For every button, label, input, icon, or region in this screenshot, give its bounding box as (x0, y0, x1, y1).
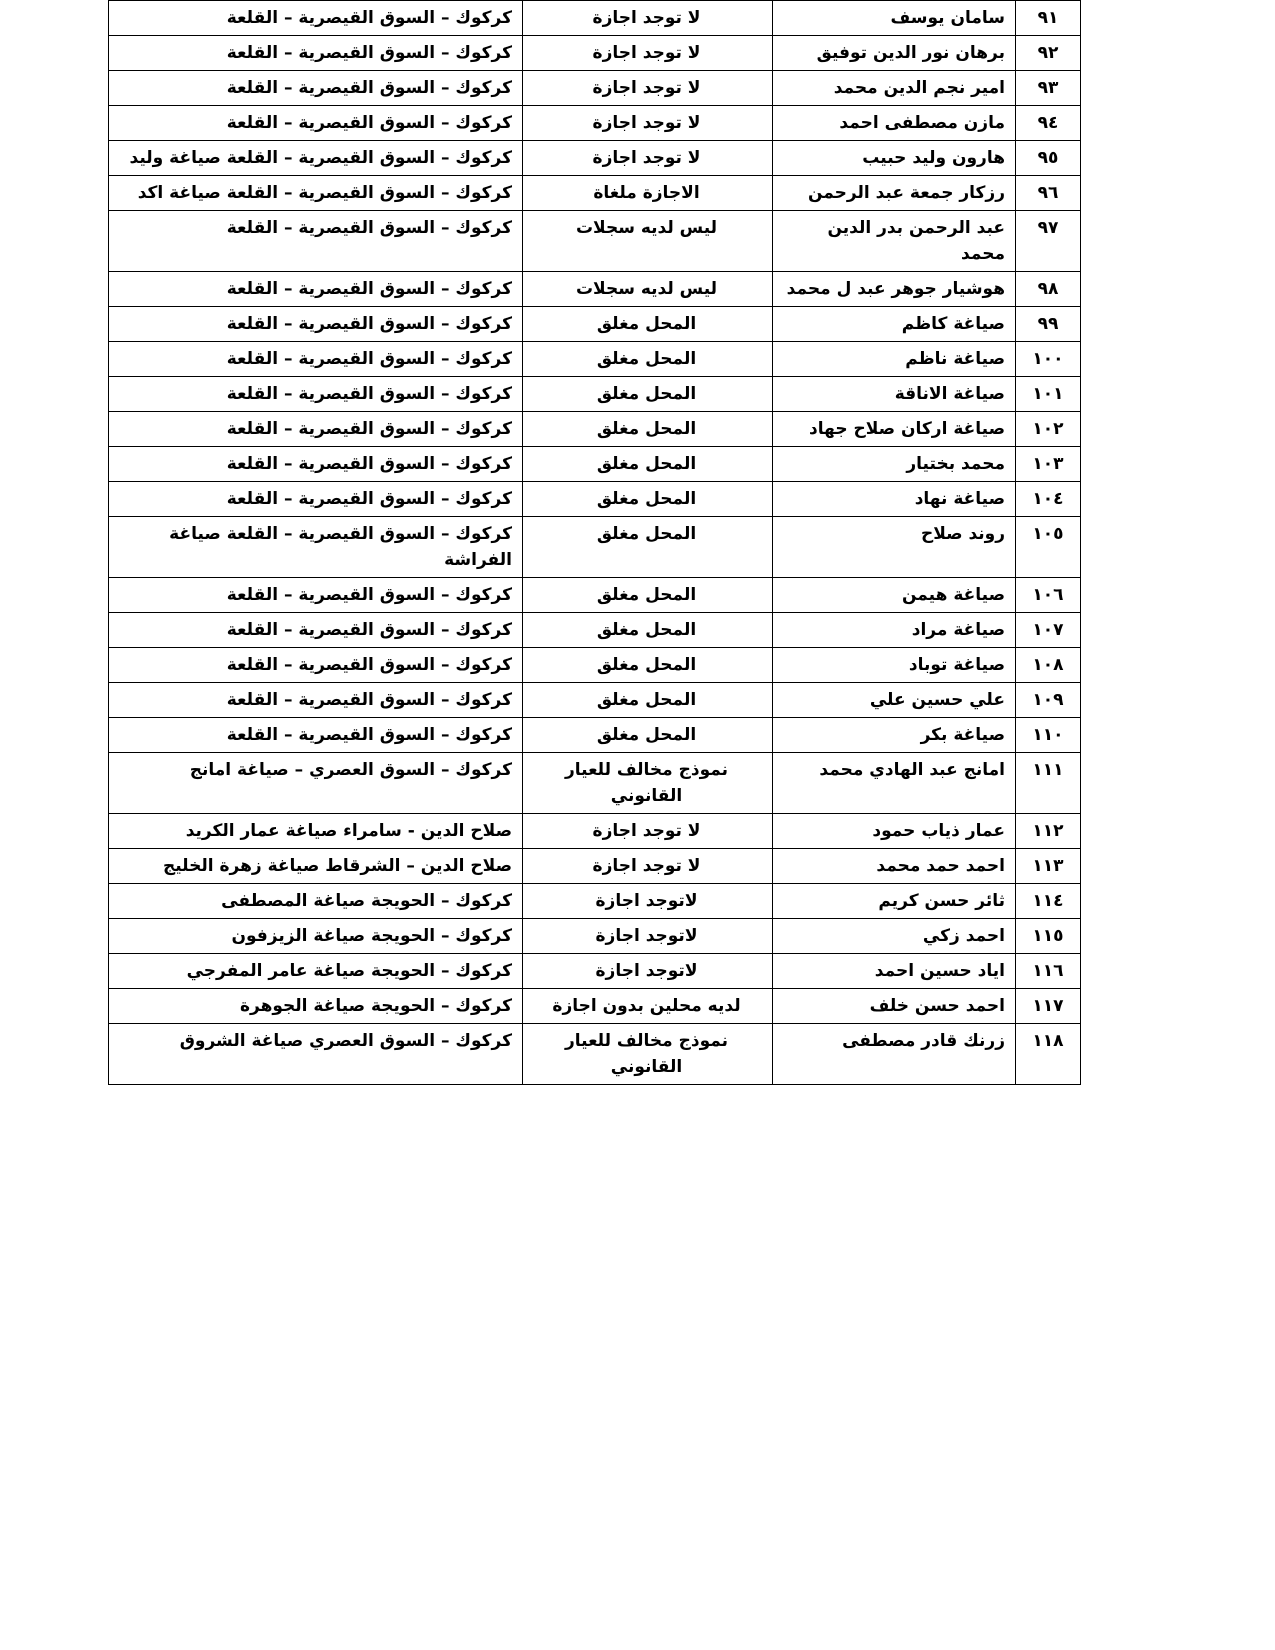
table-row (109, 849, 1081, 884)
row-number-cell: ١١٠ (1016, 718, 1081, 753)
name-cell: محمد بختيار (773, 447, 1016, 482)
name-cell: صياغة توباد (773, 648, 1016, 683)
row-number-cell: ١١٢ (1016, 814, 1081, 849)
name-cell: مازن مصطفى احمد (773, 106, 1016, 141)
status-cell: المحل مغلق (523, 412, 773, 447)
location-cell: كركوك – السوق القيصرية – القلعة صياغة اكد (109, 176, 523, 211)
status-cell: المحل مغلق (523, 683, 773, 718)
table-row (109, 718, 1081, 753)
table-row (109, 482, 1081, 517)
table-row (109, 272, 1081, 307)
status-cell: لديه محلين بدون اجازة (523, 989, 773, 1024)
status-cell: المحل مغلق (523, 578, 773, 613)
table-row (109, 683, 1081, 718)
name-cell: هارون وليد حبيب (773, 141, 1016, 176)
row-number-cell: ١١٧ (1016, 989, 1081, 1024)
status-cell: لا توجد اجازة (523, 814, 773, 849)
table-row (109, 211, 1081, 272)
location-cell: كركوك – السوق القيصرية – القلعة (109, 578, 523, 613)
table-row (109, 106, 1081, 141)
location-cell: كركوك – السوق القيصرية – القلعة (109, 211, 523, 272)
status-cell: لا توجد اجازة (523, 106, 773, 141)
location-cell: كركوك – الحويجة صياغة المصطفى (109, 884, 523, 919)
status-cell: المحل مغلق (523, 377, 773, 412)
location-cell: كركوك – الحويجة صياغة الزيزفون (109, 919, 523, 954)
name-cell: برهان نور الدين توفيق (773, 36, 1016, 71)
row-number-cell: ١١٤ (1016, 884, 1081, 919)
name-cell: رزكار جمعة عبد الرحمن (773, 176, 1016, 211)
status-cell: الاجازة ملغاة (523, 176, 773, 211)
status-cell: نموذج مخالف للعيار القانوني (523, 1024, 773, 1085)
row-number-cell: ١١١ (1016, 753, 1081, 814)
table-row (109, 613, 1081, 648)
status-cell: المحل مغلق (523, 648, 773, 683)
status-cell: المحل مغلق (523, 482, 773, 517)
row-number-cell: ٩٢ (1016, 36, 1081, 71)
table-row (109, 954, 1081, 989)
name-cell: روند صلاح (773, 517, 1016, 578)
row-number-cell: ٩١ (1016, 1, 1081, 36)
row-number-cell: ٩٦ (1016, 176, 1081, 211)
row-number-cell: ١٠٤ (1016, 482, 1081, 517)
table-row (109, 36, 1081, 71)
table-row (109, 71, 1081, 106)
table-row (109, 141, 1081, 176)
location-cell: كركوك – السوق القيصرية – القلعة (109, 1, 523, 36)
name-cell: صياغة نهاد (773, 482, 1016, 517)
row-number-cell: ١٠٣ (1016, 447, 1081, 482)
status-cell: لا توجد اجازة (523, 1, 773, 36)
location-cell: كركوك – السوق القيصرية – القلعة (109, 412, 523, 447)
name-cell: اياد حسين احمد (773, 954, 1016, 989)
location-cell: كركوك – السوق القيصرية – القلعة (109, 272, 523, 307)
name-cell: علي حسين علي (773, 683, 1016, 718)
row-number-cell: ٩٧ (1016, 211, 1081, 272)
location-cell: كركوك – السوق العصري – صياغة امانج (109, 753, 523, 814)
table-row (109, 814, 1081, 849)
location-cell: كركوك – السوق القيصرية – القلعة (109, 613, 523, 648)
name-cell: امانج عبد الهادي محمد (773, 753, 1016, 814)
records-table (108, 0, 1081, 1085)
row-number-cell: ٩٨ (1016, 272, 1081, 307)
row-number-cell: ١٠٧ (1016, 613, 1081, 648)
location-cell: كركوك – السوق القيصرية – القلعة (109, 447, 523, 482)
row-number-cell: ٩٩ (1016, 307, 1081, 342)
table-row (109, 176, 1081, 211)
table-row (109, 447, 1081, 482)
location-cell: كركوك – السوق القيصرية – القلعة (109, 683, 523, 718)
name-cell: صياغة الاناقة (773, 377, 1016, 412)
status-cell: المحل مغلق (523, 447, 773, 482)
table-row (109, 753, 1081, 814)
name-cell: هوشيار جوهر عبد ل محمد (773, 272, 1016, 307)
row-number-cell: ١٠٠ (1016, 342, 1081, 377)
row-number-cell: ١١٦ (1016, 954, 1081, 989)
location-cell: كركوك – السوق القيصرية – القلعة (109, 106, 523, 141)
location-cell: صلاح الدين – الشرقاط صياغة زهرة الخليج (109, 849, 523, 884)
table-row (109, 342, 1081, 377)
table-body (109, 1, 1081, 1085)
row-number-cell: ٩٣ (1016, 71, 1081, 106)
row-number-cell: ١٠٦ (1016, 578, 1081, 613)
row-number-cell: ١١٥ (1016, 919, 1081, 954)
location-cell: صلاح الدين - سامراء صياغة عمار الكريد (109, 814, 523, 849)
table-row (109, 412, 1081, 447)
status-cell: المحل مغلق (523, 718, 773, 753)
name-cell: صياغة كاظم (773, 307, 1016, 342)
table-row (109, 307, 1081, 342)
row-number-cell: ٩٤ (1016, 106, 1081, 141)
name-cell: امير نجم الدين محمد (773, 71, 1016, 106)
status-cell: المحل مغلق (523, 307, 773, 342)
status-cell: المحل مغلق (523, 613, 773, 648)
location-cell: كركوك – الحويجة صياغة عامر المفرجي (109, 954, 523, 989)
status-cell: لا توجد اجازة (523, 36, 773, 71)
status-cell: لا توجد اجازة (523, 141, 773, 176)
name-cell: عمار ذياب حمود (773, 814, 1016, 849)
location-cell: كركوك – السوق القيصرية – القلعة (109, 648, 523, 683)
row-number-cell: ١٠٢ (1016, 412, 1081, 447)
table-row (109, 884, 1081, 919)
name-cell: صياغة هيمن (773, 578, 1016, 613)
name-cell: صياغة مراد (773, 613, 1016, 648)
location-cell: كركوك – السوق القيصرية – القلعة (109, 718, 523, 753)
location-cell: كركوك – الحويجة صياغة الجوهرة (109, 989, 523, 1024)
table-row (109, 1, 1081, 36)
table-row (109, 1024, 1081, 1085)
location-cell: كركوك – السوق القيصرية – القلعة صياغة وليد (109, 141, 523, 176)
status-cell: ليس لديه سجلات (523, 272, 773, 307)
row-number-cell: ١٠٥ (1016, 517, 1081, 578)
row-number-cell: ١١٨ (1016, 1024, 1081, 1085)
name-cell: زرنك قادر مصطفى (773, 1024, 1016, 1085)
name-cell: احمد حسن خلف (773, 989, 1016, 1024)
name-cell: سامان يوسف (773, 1, 1016, 36)
table-row (109, 989, 1081, 1024)
location-cell: كركوك – السوق العصري صياغة الشروق (109, 1024, 523, 1085)
name-cell: صياغة ناظم (773, 342, 1016, 377)
table-row (109, 517, 1081, 578)
location-cell: كركوك – السوق القيصرية – القلعة (109, 342, 523, 377)
status-cell: لا توجد اجازة (523, 71, 773, 106)
row-number-cell: ١٠١ (1016, 377, 1081, 412)
location-cell: كركوك – السوق القيصرية – القلعة (109, 377, 523, 412)
row-number-cell: ١١٣ (1016, 849, 1081, 884)
name-cell: صياغة اركان صلاح جهاد (773, 412, 1016, 447)
table-row (109, 578, 1081, 613)
location-cell: كركوك – السوق القيصرية – القلعة (109, 36, 523, 71)
row-number-cell: ١٠٨ (1016, 648, 1081, 683)
table-row (109, 919, 1081, 954)
status-cell: لاتوجد اجازة (523, 919, 773, 954)
location-cell: كركوك – السوق القيصرية – القلعة (109, 71, 523, 106)
status-cell: لاتوجد اجازة (523, 884, 773, 919)
row-number-cell: ٩٥ (1016, 141, 1081, 176)
status-cell: لا توجد اجازة (523, 849, 773, 884)
status-cell: ليس لديه سجلات (523, 211, 773, 272)
name-cell: احمد زكي (773, 919, 1016, 954)
location-cell: كركوك – السوق القيصرية – القلعة صياغة الفراشة (109, 517, 523, 578)
status-cell: المحل مغلق (523, 517, 773, 578)
name-cell: احمد حمد محمد (773, 849, 1016, 884)
name-cell: صياغة بكر (773, 718, 1016, 753)
status-cell: نموذج مخالف للعيار القانوني (523, 753, 773, 814)
name-cell: ثائر حسن كريم (773, 884, 1016, 919)
row-number-cell: ١٠٩ (1016, 683, 1081, 718)
table-row (109, 648, 1081, 683)
location-cell: كركوك – السوق القيصرية – القلعة (109, 307, 523, 342)
name-cell: عبد الرحمن بدر الدين محمد (773, 211, 1016, 272)
status-cell: لاتوجد اجازة (523, 954, 773, 989)
table-row (109, 377, 1081, 412)
status-cell: المحل مغلق (523, 342, 773, 377)
location-cell: كركوك – السوق القيصرية – القلعة (109, 482, 523, 517)
